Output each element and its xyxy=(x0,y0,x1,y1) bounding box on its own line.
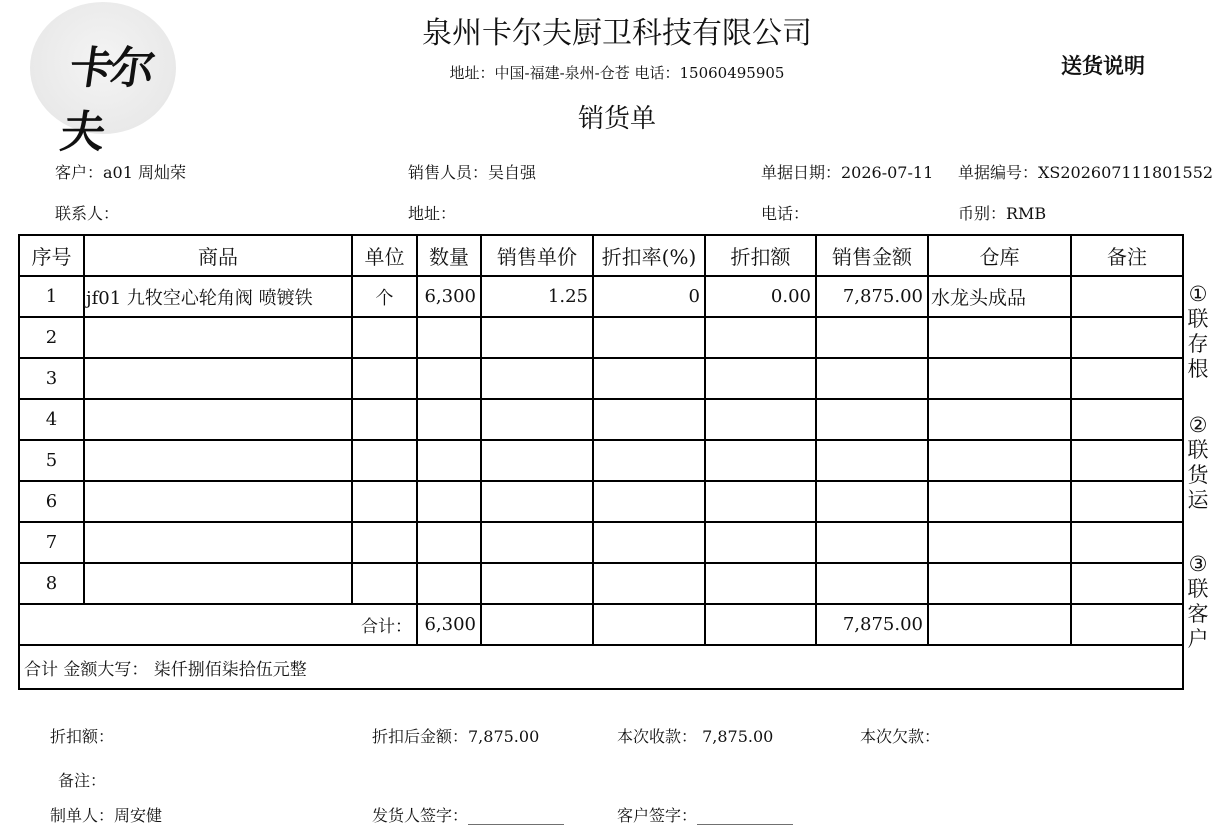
cell-no: 6 xyxy=(19,481,84,522)
cell-amount xyxy=(816,563,928,604)
cell-no: 2 xyxy=(19,317,84,358)
cell-product xyxy=(84,358,352,399)
total-amount: 7,875.00 xyxy=(816,604,928,645)
cell-note xyxy=(1071,563,1183,604)
company-address: 地址：中国-福建-泉州-仓苍 电话：15060495905 xyxy=(449,64,785,82)
cell-note xyxy=(1071,276,1183,317)
salesperson-field: 销售人员：吴自强 xyxy=(408,163,537,182)
copy-3-char: 联 xyxy=(1187,577,1209,601)
cell-product xyxy=(84,481,352,522)
cell-unit xyxy=(352,522,417,563)
copy-label-1 xyxy=(1185,282,1211,382)
table-row xyxy=(19,399,1183,440)
cell-price xyxy=(481,522,593,563)
table-header-row xyxy=(19,235,1183,276)
cell-discount xyxy=(705,563,816,604)
cell-warehouse xyxy=(928,317,1071,358)
total-label: 合计： xyxy=(19,604,417,645)
cell-qty xyxy=(417,440,481,481)
cell-qty xyxy=(417,317,481,358)
customer-field: 客户：a01 周灿荣 xyxy=(55,163,186,182)
copy-2-char: 联 xyxy=(1187,438,1209,462)
amount-in-words: 合计 金额大写： 柒仟捌佰柒拾伍元整 xyxy=(19,645,1183,689)
col-header-amount: 销售金额 xyxy=(816,235,928,276)
cell-product xyxy=(84,563,352,604)
amount-in-words-row xyxy=(19,645,1183,689)
cell-discount-rate xyxy=(593,440,705,481)
table-row xyxy=(19,276,1183,317)
cell-product xyxy=(84,522,352,563)
cell-discount-rate: 0 xyxy=(593,276,705,317)
currency-field: 币别：RMB xyxy=(958,204,1047,223)
cell-discount xyxy=(705,481,816,522)
col-header-note: 备注 xyxy=(1071,235,1183,276)
cell-amount xyxy=(816,440,928,481)
cell-warehouse xyxy=(928,358,1071,399)
cell-amount xyxy=(816,358,928,399)
cell-note xyxy=(1071,317,1183,358)
cell-no: 8 xyxy=(19,563,84,604)
cell-qty xyxy=(417,522,481,563)
cell-product xyxy=(84,440,352,481)
cell-discount xyxy=(705,440,816,481)
document-number-field: 单据编号：XS202607111801552 xyxy=(958,163,1214,182)
cell-warehouse xyxy=(928,440,1071,481)
document-title: 销货单 xyxy=(577,104,656,134)
discount-summary: 折扣额： xyxy=(50,727,115,746)
copy-1-char: 存 xyxy=(1187,332,1209,356)
sales-table xyxy=(18,234,1184,690)
company-name: 泉州卡尔夫厨卫科技有限公司 xyxy=(422,16,812,51)
col-header-price: 销售单价 xyxy=(481,235,593,276)
col-header-product: 商品 xyxy=(84,235,352,276)
remark-field: 备注： xyxy=(58,771,107,790)
document-date-field: 单据日期：2026-07-11 xyxy=(761,163,934,182)
cell-unit xyxy=(352,399,417,440)
cell-warehouse xyxy=(928,563,1071,604)
cell-price xyxy=(481,317,593,358)
cell-discount-rate xyxy=(593,358,705,399)
cell-amount: 7,875.00 xyxy=(816,276,928,317)
cell-discount xyxy=(705,522,816,563)
cell-no: 1 xyxy=(19,276,84,317)
cell-unit: 个 xyxy=(352,276,417,317)
copy-label-2 xyxy=(1185,413,1211,513)
cell-qty: 6,300 xyxy=(417,276,481,317)
cell-unit xyxy=(352,358,417,399)
table-row xyxy=(19,563,1183,604)
copy-1-number: ① xyxy=(1188,282,1208,306)
cell-discount xyxy=(705,358,816,399)
customer-signature: 客户签字：____________ xyxy=(617,806,794,825)
col-header-no: 序号 xyxy=(19,235,84,276)
cell-price xyxy=(481,399,593,440)
document-maker: 制单人：周安健 xyxy=(50,806,163,825)
total-qty: 6,300 xyxy=(417,604,481,645)
cell-price: 1.25 xyxy=(481,276,593,317)
cell-amount xyxy=(816,522,928,563)
cell-no: 7 xyxy=(19,522,84,563)
cell-discount-rate xyxy=(593,317,705,358)
cell-no: 5 xyxy=(19,440,84,481)
address-field: 地址： xyxy=(408,204,457,223)
phone-field: 电话： xyxy=(761,204,810,223)
copy-2-number: ② xyxy=(1188,413,1208,437)
cell-product xyxy=(84,317,352,358)
copy-3-number: ③ xyxy=(1188,552,1208,576)
owed-amount: 本次欠款： xyxy=(860,727,941,746)
total-empty-discount xyxy=(705,604,816,645)
cell-unit xyxy=(352,317,417,358)
cell-product xyxy=(84,399,352,440)
cell-note xyxy=(1071,440,1183,481)
cell-discount-rate xyxy=(593,522,705,563)
cell-note xyxy=(1071,399,1183,440)
cell-warehouse xyxy=(928,481,1071,522)
table-row xyxy=(19,358,1183,399)
cell-warehouse xyxy=(928,399,1071,440)
cell-discount-rate xyxy=(593,399,705,440)
total-empty-note xyxy=(1071,604,1183,645)
copy-1-char: 联 xyxy=(1187,307,1209,331)
total-empty-rate xyxy=(593,604,705,645)
total-row xyxy=(19,604,1183,645)
cell-discount-rate xyxy=(593,481,705,522)
contact-field: 联系人： xyxy=(55,204,120,223)
shipper-signature: 发货人签字：____________ xyxy=(372,806,565,825)
cell-note xyxy=(1071,481,1183,522)
cell-product: jf01 九牧空心轮角阀 喷镀铁 xyxy=(84,276,352,317)
cell-discount: 0.00 xyxy=(705,276,816,317)
copy-2-char: 货 xyxy=(1187,463,1209,487)
cell-qty xyxy=(417,563,481,604)
cell-warehouse xyxy=(928,522,1071,563)
cell-unit xyxy=(352,481,417,522)
table-row xyxy=(19,481,1183,522)
cell-qty xyxy=(417,399,481,440)
logo-text: 卡尔夫 xyxy=(57,43,156,158)
cell-discount-rate xyxy=(593,563,705,604)
col-header-qty: 数量 xyxy=(417,235,481,276)
cell-amount xyxy=(816,399,928,440)
total-empty-warehouse xyxy=(928,604,1071,645)
col-header-unit: 单位 xyxy=(352,235,417,276)
received-amount: 本次收款： 7,875.00 xyxy=(617,727,774,746)
cell-no: 3 xyxy=(19,358,84,399)
copy-1-char: 根 xyxy=(1187,357,1209,381)
cell-discount xyxy=(705,399,816,440)
col-header-warehouse: 仓库 xyxy=(928,235,1071,276)
table-row xyxy=(19,522,1183,563)
cell-qty xyxy=(417,481,481,522)
col-header-discount-rate: 折扣率(%) xyxy=(593,235,705,276)
cell-price xyxy=(481,481,593,522)
cell-amount xyxy=(816,481,928,522)
delivery-note-link[interactable]: 送货说明 xyxy=(1061,54,1145,78)
cell-note xyxy=(1071,522,1183,563)
copy-3-char: 户 xyxy=(1187,627,1209,651)
copy-3-char: 客 xyxy=(1187,602,1209,626)
cell-price xyxy=(481,440,593,481)
cell-unit xyxy=(352,440,417,481)
cell-warehouse: 水龙头成品 xyxy=(928,276,1071,317)
cell-note xyxy=(1071,358,1183,399)
col-header-discount: 折扣额 xyxy=(705,235,816,276)
total-empty-price xyxy=(481,604,593,645)
cell-qty xyxy=(417,358,481,399)
copy-label-3 xyxy=(1185,552,1211,652)
cell-price xyxy=(481,563,593,604)
copy-2-char: 运 xyxy=(1187,488,1209,512)
cell-no: 4 xyxy=(19,399,84,440)
cell-amount xyxy=(816,317,928,358)
cell-price xyxy=(481,358,593,399)
table-row xyxy=(19,440,1183,481)
cell-discount xyxy=(705,317,816,358)
after-discount-amount: 折扣后金额：7,875.00 xyxy=(372,727,540,746)
cell-unit xyxy=(352,563,417,604)
table-row xyxy=(19,317,1183,358)
